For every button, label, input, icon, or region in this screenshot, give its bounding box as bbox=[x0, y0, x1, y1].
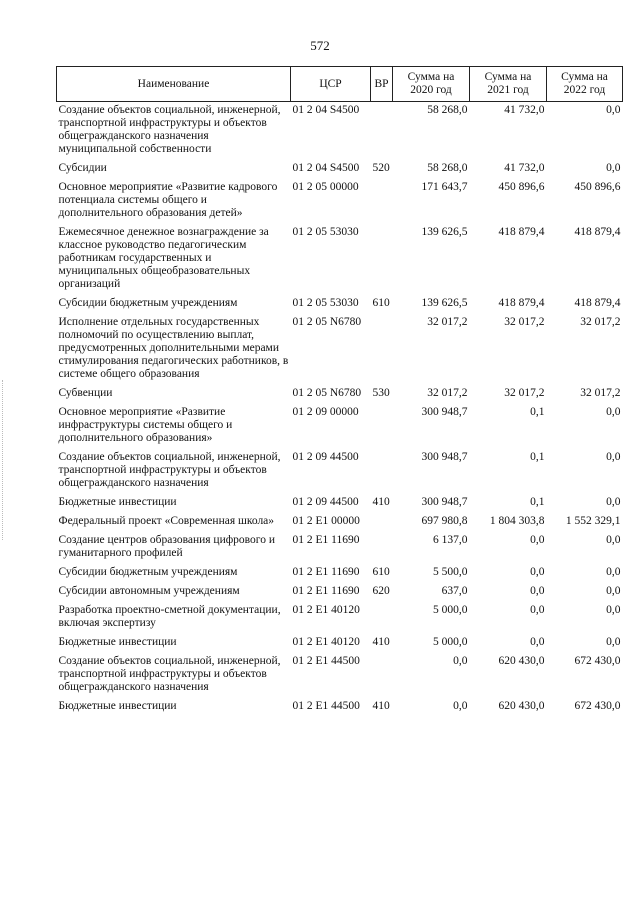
row-sum-2020-cell: 5 500,0 bbox=[433, 566, 468, 578]
table-row bbox=[57, 224, 623, 295]
row-csr-cell: 01 2 E1 11690 bbox=[292, 585, 360, 597]
row-csr-cell: 01 2 05 N6780 bbox=[292, 387, 362, 399]
row-sum-2022-cell: 450 896,6 bbox=[574, 181, 621, 193]
row-csr-cell: 01 2 E1 40120 bbox=[292, 636, 360, 648]
row-csr-cell: 01 2 E1 44500 bbox=[292, 655, 360, 667]
row-name-cell: Создание объектов социальной, инженерной, транспортной инфраструктуры и объектов общегражданского назначения bbox=[58, 451, 281, 489]
row-sum-2021-cell: 450 896,6 bbox=[498, 181, 545, 193]
row-sum-2022-cell: 672 430,0 bbox=[574, 655, 621, 667]
row-sum-2020-cell: 5 000,0 bbox=[433, 604, 468, 616]
row-sum-2022-cell: 0,0 bbox=[606, 534, 621, 546]
table-header-row bbox=[57, 67, 623, 102]
row-vr-cell bbox=[371, 102, 393, 161]
row-sum-2022-cell: 0,0 bbox=[606, 104, 621, 116]
row-sum-2021-cell: 0,0 bbox=[530, 585, 545, 597]
row-sum-2022-cell: 0,0 bbox=[606, 406, 621, 418]
row-sum-2020-cell: 0,0 bbox=[453, 700, 468, 712]
row-csr-cell: 01 2 09 00000 bbox=[292, 406, 359, 418]
row-name-cell: Бюджетные инвестиции bbox=[58, 636, 177, 648]
row-name-cell: Субвенции bbox=[58, 387, 113, 399]
header-sum-2020: Сумма на 2020 год bbox=[393, 67, 470, 102]
row-csr-cell: 01 2 04 S4500 bbox=[292, 162, 360, 174]
row-sum-2020-cell: 637,0 bbox=[441, 585, 468, 597]
row-vr-cell bbox=[371, 653, 393, 698]
row-sum-2020-cell: 300 948,7 bbox=[421, 406, 468, 418]
row-vr-cell bbox=[371, 314, 393, 385]
row-sum-2021-cell: 1 804 303,8 bbox=[489, 515, 545, 527]
row-sum-2021-cell: 0,1 bbox=[530, 496, 545, 508]
row-name-cell: Бюджетные инвестиции bbox=[58, 700, 177, 712]
row-sum-2021-cell: 41 732,0 bbox=[504, 104, 545, 116]
row-sum-2020-cell: 0,0 bbox=[453, 655, 468, 667]
row-csr-cell: 01 2 E1 44500 bbox=[292, 700, 360, 712]
row-name-cell: Исполнение отдельных государственных полномочий по осуществлению выплат, предусмотренных дополнительными мерами стимулирования педагогических работников, в системе общего образования bbox=[58, 316, 289, 380]
row-vr-cell: 410 bbox=[372, 700, 390, 712]
row-vr-cell bbox=[371, 602, 393, 634]
table-row bbox=[57, 102, 623, 161]
row-sum-2020-cell: 58 268,0 bbox=[427, 162, 468, 174]
row-sum-2020-cell: 139 626,5 bbox=[421, 226, 468, 238]
table-row bbox=[57, 160, 623, 179]
row-sum-2020-cell: 5 000,0 bbox=[433, 636, 468, 648]
row-sum-2022-cell: 0,0 bbox=[606, 451, 621, 463]
table-row bbox=[57, 698, 623, 717]
row-sum-2022-cell: 32 017,2 bbox=[580, 387, 621, 399]
header-csr: ЦСР bbox=[291, 67, 371, 102]
header-sum-2022: Сумма на 2022 год bbox=[547, 67, 623, 102]
row-sum-2021-cell: 0,0 bbox=[530, 534, 545, 546]
row-csr-cell: 01 2 05 53030 bbox=[292, 226, 359, 238]
header-name: Наименование bbox=[57, 67, 291, 102]
row-vr-cell: 610 bbox=[372, 297, 390, 309]
row-sum-2020-cell: 300 948,7 bbox=[421, 451, 468, 463]
row-sum-2022-cell: 32 017,2 bbox=[580, 316, 621, 328]
row-csr-cell: 01 2 09 44500 bbox=[292, 451, 359, 463]
row-sum-2022-cell: 0,0 bbox=[606, 162, 621, 174]
row-name-cell: Федеральный проект «Современная школа» bbox=[58, 515, 275, 527]
row-csr-cell: 01 2 E1 00000 bbox=[292, 515, 360, 527]
row-sum-2020-cell: 58 268,0 bbox=[427, 104, 468, 116]
row-sum-2021-cell: 0,0 bbox=[530, 566, 545, 578]
row-sum-2021-cell: 0,1 bbox=[530, 406, 545, 418]
row-csr-cell: 01 2 E1 11690 bbox=[292, 534, 360, 546]
row-sum-2022-cell: 0,0 bbox=[606, 636, 621, 648]
table-row bbox=[57, 449, 623, 494]
table-row bbox=[57, 602, 623, 634]
budget-table bbox=[56, 66, 623, 717]
row-csr-cell: 01 2 05 00000 bbox=[292, 181, 359, 193]
row-name-cell: Субсидии бюджетным учреждениям bbox=[58, 566, 238, 578]
row-sum-2021-cell: 620 430,0 bbox=[498, 655, 545, 667]
table-row bbox=[57, 494, 623, 513]
row-vr-cell: 410 bbox=[372, 636, 390, 648]
table-row bbox=[57, 532, 623, 564]
row-sum-2022-cell: 672 430,0 bbox=[574, 700, 621, 712]
table-row bbox=[57, 404, 623, 449]
page-number: 572 bbox=[310, 38, 330, 53]
row-csr-cell: 01 2 04 S4500 bbox=[292, 104, 360, 116]
row-sum-2021-cell: 41 732,0 bbox=[504, 162, 545, 174]
table-row bbox=[57, 634, 623, 653]
row-sum-2021-cell: 32 017,2 bbox=[504, 387, 545, 399]
row-sum-2021-cell: 620 430,0 bbox=[498, 700, 545, 712]
row-name-cell: Субсидии автономным учреждениям bbox=[58, 585, 240, 597]
row-sum-2021-cell: 0,0 bbox=[530, 636, 545, 648]
row-sum-2021-cell: 32 017,2 bbox=[504, 316, 545, 328]
row-sum-2022-cell: 418 879,4 bbox=[574, 297, 621, 309]
row-sum-2021-cell: 0,1 bbox=[530, 451, 545, 463]
row-csr-cell: 01 2 05 N6780 bbox=[292, 316, 362, 328]
row-sum-2022-cell: 0,0 bbox=[606, 604, 621, 616]
row-name-cell: Разработка проектно-сметной документации, включая экспертизу bbox=[58, 604, 281, 629]
header-sum-2021: Сумма на 2021 год bbox=[470, 67, 547, 102]
row-sum-2020-cell: 32 017,2 bbox=[427, 387, 468, 399]
row-sum-2021-cell: 0,0 bbox=[530, 604, 545, 616]
table-row bbox=[57, 179, 623, 224]
row-vr-cell bbox=[371, 224, 393, 295]
row-name-cell: Субсидии бюджетным учреждениям bbox=[58, 297, 238, 309]
row-sum-2022-cell: 0,0 bbox=[606, 566, 621, 578]
table-row bbox=[57, 583, 623, 602]
row-vr-cell bbox=[371, 179, 393, 224]
row-name-cell: Субсидии bbox=[58, 162, 107, 174]
row-name-cell: Ежемесячное денежное вознаграждение за классное руководство педагогическим работникам государственных и муниципальных общеобразовательных организаций bbox=[58, 226, 269, 290]
header-vr: ВР bbox=[371, 67, 393, 102]
row-vr-cell: 530 bbox=[372, 387, 390, 399]
table-row bbox=[57, 513, 623, 532]
row-vr-cell bbox=[371, 532, 393, 564]
row-csr-cell: 01 2 05 53030 bbox=[292, 297, 359, 309]
row-sum-2022-cell: 0,0 bbox=[606, 496, 621, 508]
row-vr-cell: 620 bbox=[372, 585, 390, 597]
row-sum-2021-cell: 418 879,4 bbox=[498, 297, 545, 309]
row-name-cell: Основное мероприятие «Развитие инфраструктуры системы общего и дополнительного образования» bbox=[58, 406, 233, 444]
row-sum-2020-cell: 300 948,7 bbox=[421, 496, 468, 508]
row-sum-2020-cell: 139 626,5 bbox=[421, 297, 468, 309]
row-name-cell: Создание объектов социальной, инженерной, транспортной инфраструктуры и объектов общегражданского назначения муниципальной собственности bbox=[58, 104, 281, 155]
row-name-cell: Бюджетные инвестиции bbox=[58, 496, 177, 508]
row-vr-cell: 520 bbox=[372, 162, 390, 174]
row-csr-cell: 01 2 E1 40120 bbox=[292, 604, 360, 616]
row-sum-2022-cell: 418 879,4 bbox=[574, 226, 621, 238]
row-vr-cell: 410 bbox=[372, 496, 390, 508]
row-vr-cell bbox=[371, 513, 393, 532]
row-vr-cell bbox=[371, 404, 393, 449]
table-row bbox=[57, 295, 623, 314]
row-sum-2020-cell: 32 017,2 bbox=[427, 316, 468, 328]
row-sum-2021-cell: 418 879,4 bbox=[498, 226, 545, 238]
row-sum-2022-cell: 1 552 329,1 bbox=[565, 515, 621, 527]
table-row bbox=[57, 564, 623, 583]
table-row bbox=[57, 653, 623, 698]
row-vr-cell bbox=[371, 449, 393, 494]
table-row bbox=[57, 385, 623, 404]
row-csr-cell: 01 2 E1 11690 bbox=[292, 566, 360, 578]
margin-mark bbox=[2, 380, 9, 540]
row-vr-cell: 610 bbox=[372, 566, 390, 578]
row-sum-2020-cell: 697 980,8 bbox=[421, 515, 468, 527]
row-sum-2022-cell: 0,0 bbox=[606, 585, 621, 597]
table-row bbox=[57, 314, 623, 385]
row-csr-cell: 01 2 09 44500 bbox=[292, 496, 359, 508]
row-name-cell: Создание центров образования цифрового и гуманитарного профилей bbox=[58, 534, 275, 559]
row-name-cell: Основное мероприятие «Развитие кадрового потенциала системы общего и дополнительного образования детей» bbox=[58, 181, 278, 219]
row-sum-2020-cell: 6 137,0 bbox=[433, 534, 468, 546]
row-sum-2020-cell: 171 643,7 bbox=[421, 181, 468, 193]
row-name-cell: Создание объектов социальной, инженерной, транспортной инфраструктуры и объектов общегражданского назначения bbox=[58, 655, 281, 693]
